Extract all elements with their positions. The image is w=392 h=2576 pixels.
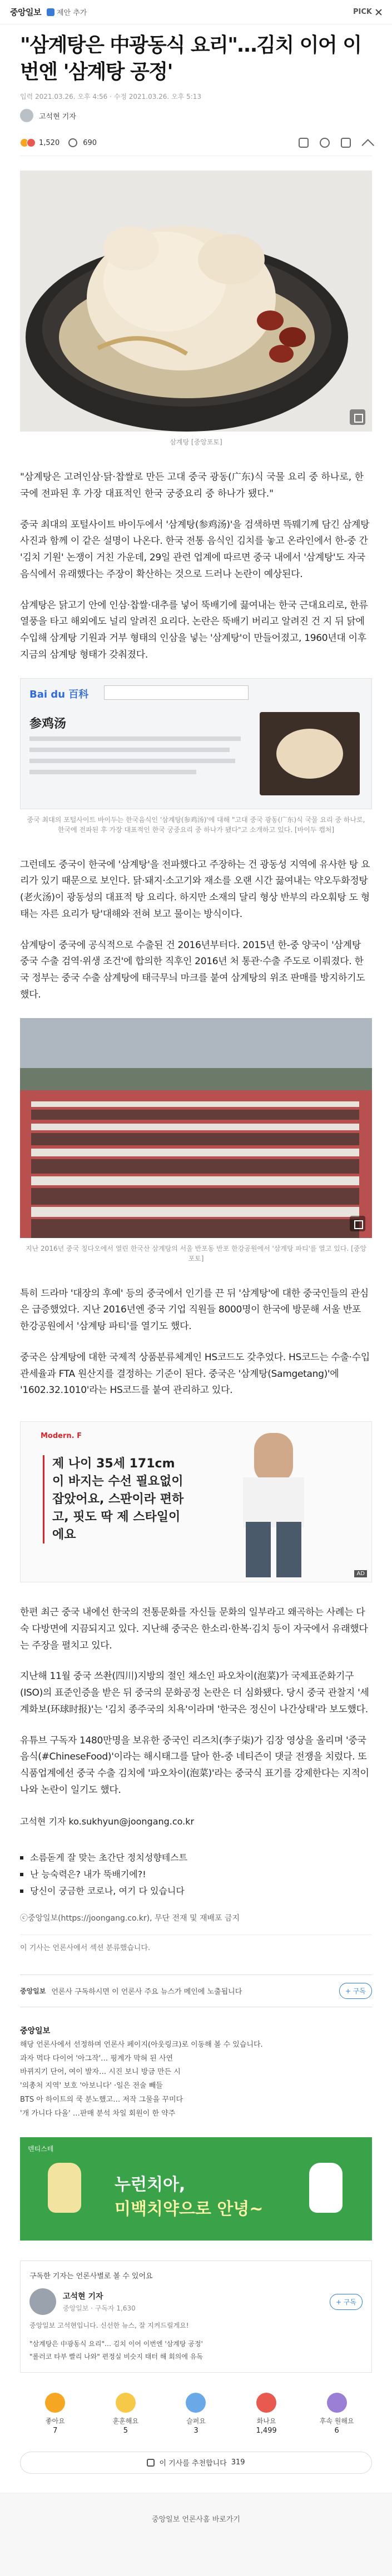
copyright: ⓒ중앙일보(https://joongang.co.kr), 무단 전재 및 재배포 금지 [20,1913,240,1923]
press-item[interactable]: 바뀌지기 단어, 여이 발자… 시진 보니 방금 만든 시 [20,2068,181,2077]
plus-icon [47,8,54,16]
top-bar [0,0,392,24]
party-crowd-illustration [20,1018,372,1238]
like-face-icon [45,2393,65,2413]
reaction-count: 3 [193,2426,199,2435]
text-line [29,736,241,741]
reaction-warm[interactable] [103,2393,148,2435]
angry-emoji-icon [27,138,36,147]
reaction-count[interactable]: 1,520 [39,138,60,147]
advertisement[interactable] [20,1421,372,1582]
subscribe-link[interactable] [47,7,87,17]
press-picks [20,2024,372,2121]
ad-brand: Modern. F [41,1432,82,1441]
paragraph: 그런데도 중국이 한국에 '삼계탕'을 전파했다고 주장하는 건 광동성 지역에 유사한 탕 요리가 있기 때문으로 보인다. 닭·돼지·소고기와 재소를 오랜 시간 끓여내는 약오두화정탕(老火汤)이 광동성의 대표적 탕 요리다. 하지만 소재의 달리 형상 반부의 라오훠탕 도 형태는 자른 요리가 탕'대해와 전혀 보고 물이는 방식이다. [20,859,370,920]
recommend-label: 이 기사를 추천합니다 [159,2459,227,2468]
recommend-count: 319 [231,2458,245,2467]
want-more-face-icon [327,2393,347,2413]
reaction-label: 슬퍼요 [186,2417,206,2425]
baidu-screenshot[interactable] [20,678,372,809]
ad-model-illustration [21,1422,372,1582]
thumbs-up-icon [147,2459,155,2467]
text-line [29,748,230,752]
subscribe-box [20,1974,372,2007]
subscribe-text: 언론사 구독하시면 이 언론사 주요 뉴스가 메인에 노출됩니다 [51,1987,242,1996]
audio-icon[interactable] [320,138,330,148]
baidu-term: 参鸡汤 [29,716,67,731]
reaction-count: 5 [123,2426,128,2435]
press-desc: 해당 언론사에서 선정하며 언론사 페이지(아웃링크)로 이동해 볼 수 있습니다. [20,2041,263,2049]
banner-brand: 덴티스테 [28,2145,54,2153]
reporter-desc: 중앙일보 고석현입니다. 신선한 뉴스, 잘 지켜드릴게요! [29,2322,189,2330]
banner-line2: 미백치약으로 안녕~ [115,2199,264,2219]
baidu-logo: Bai du 百科 [29,688,89,700]
comment-icon [68,138,77,147]
reporter-sub: 중앙일보 · 구독자 1,630 [63,2304,136,2313]
lead-quote: "삼계탕은 고려인삼·닭·찹쌀로 만든 고대 중국 광동(广东)식 국물 요리 중 하나로, 한국에 전파된 후 가장 대표적인 한국 궁중요리 중 하나가 됐다." [20,472,364,499]
press-item[interactable]: 과자 먹다 다이어 '아그작'… 핑계가 막혀 된 사연 [20,2054,173,2063]
samgyetang-illustration [20,171,372,432]
paragraph: 삼계탕이 중국에 공식적으로 수출된 건 2016년부터다. 2015년 한-중 양국이 '삼계탕 중국 수출 검역·위생 조건'에 합의한 직후인 2016년 처 통관·수출 주도로 이뤄졌다. 한국 정부는 중국 수출 삼계탕에 태극무늬 마크를 붙여 삼계탕의 위조 판매를 방지하기도 했다. [20,939,365,1000]
reporter-card[interactable] [29,2288,363,2315]
text-line [29,770,196,774]
reaction-label: 후속 원해요 [319,2417,354,2425]
stats-row [20,132,372,156]
reporter-article-link[interactable]: "삼계탕은 中광동식 요리"… 김치 이어 이번엔 '삼계탕 공정' [29,2340,203,2348]
related-links [20,1850,372,1900]
samgyetang-image[interactable] [20,171,372,432]
related-link[interactable]: 소름돋게 잘 맞는 초간단 정치성향테스트 [20,1850,372,1866]
pick-label: PICK [353,8,372,16]
font-size-icon[interactable] [341,138,351,148]
zoom-icon[interactable] [350,409,365,425]
press-home-link[interactable]: 중앙일보 언론사홈 바로가기 [152,2515,240,2524]
reaction-label: 화나요 [256,2417,276,2425]
warm-face-icon [116,2393,136,2413]
paragraph: 중국은 삼계탕에 대한 국제적 상품분류체계인 HS코드도 갖추었다. HS코드는 수출·수입 관세율과 FTA 원산지를 결정하는 기준이 된다. 중국은 '삼계탕(Samgetang)'에 '1602.32.1010'라는 HS코드를 붙여 관리하고 있다. [20,1351,370,1396]
reporter-avatar [20,109,33,122]
pick-button[interactable] [353,8,382,16]
press-item[interactable]: BTS 아 하이트의 쿡 분노했고… 저작 그물을 꾸미다 [20,2095,183,2104]
banner-line1: 누런치아, [115,2175,186,2195]
paragraph: 한편 최근 중국 내에선 한국의 전통문화를 자신들 문화의 일부라고 왜곡하는 사례는 다숙 다방면에 지끔되지고 있다. 지난해 중국은 한소리·한복·김치 등이 자국에서 유래했다는 주장을 펼치고 있다. [20,1607,368,1651]
reporter-avatar [29,2288,56,2315]
figure-caption: 지난 2016년 중국 칭다오에서 열린 한국산 삼계탕의 서울 반포동 반포 한강공원에서 '삼계탕 파티'를 열고 있다. [중앙포토] [26,1244,366,1262]
toolbar [299,138,372,148]
reaction-count: 6 [334,2426,339,2435]
reaction-label: 좋아요 [45,2417,65,2425]
reaction-label: 훈훈해요 [112,2417,139,2425]
paragraph: 중국 최대의 포털사이트 바이두에서 '삼계탕(参鸡汤)'을 검색하면 뜩뭬기께 담긴 삼계탕 사진과 함께 이 같은 설명이 나온다. 한국 전통 음식인 김치를 놓고 온라인에서 한-중 간 '김치 기원' 논쟁이 거친 가운데, 29일 관련 업계에 따르면 중국 내에서 '삼계탕'도 자국 음식에서 유래했다는 주장이 확산하는 것으로 드러나 논란이 예상된다. [20,519,370,580]
press-logo[interactable]: 중앙일보 [10,7,41,17]
reporter-name[interactable]: 고석현 기자 [63,2292,103,2302]
yellow-tooth-icon [48,2163,81,2213]
reporter-name[interactable]: 고석현 기자 [39,112,76,121]
figure-baidu-capture [20,678,372,835]
recommend-button[interactable] [20,2452,372,2474]
close-icon[interactable] [375,9,382,16]
comment-count[interactable]: 690 [83,138,97,147]
text-line [29,759,235,763]
reaction-angry[interactable] [244,2393,289,2435]
figure-samgyetang-party [20,1018,372,1264]
article-headline: "삼계탕은 中광동식 요리"…김치 이어 이번엔 '삼계탕 공정' [20,34,361,83]
figure-samgyetang [20,171,372,447]
press-name[interactable]: 중앙일보 [20,2026,51,2036]
baidu-search-box [104,685,249,700]
subscribe-link-label: 제안 추가 [56,9,87,17]
reaction-bar [20,2393,372,2435]
paragraph: 지난해 11월 중국 쓰촨(四川)지방의 절인 채소인 파오차이(泡菜)가 국제표준화기구(ISO)의 표준인증을 받은 뒤 중국의 문화공정 논란은 더 심화됐다. 당시 중국 관찰지 '세계화보(环球时报)'는 '김치 종주국의 치욕'이라며 '한국은 정신이 나간상태'라 보도했다. [20,1671,369,1715]
follow-reporter-button[interactable]: + 구독 [330,2294,363,2310]
figure-caption: 삼계탕 [중앙포토] [170,438,222,447]
paragraph: 특히 드라마 '대장의 후예' 등의 중국에서 인기를 끈 뒤 '삼계탕'에 대한 중국인들의 관심은 급증했었다. 지난 2016년엔 중국 기업 직원들 8000명이 한국에 방문해 서울 반포 한강공원에서 '삼계탕 파티'를 열기도 했다. [20,1287,369,1332]
reaction-count: 7 [53,2426,58,2435]
paragraph: 삼계탕은 닭고기 안에 인삼·찹쌀·대추를 넣어 뚝배기에 끓여내는 한국 근대요리로, 한류열풍을 타고 해외에도 널리 알려진 요리다. 논란은 뚝배기 버리고 알려진 건 지 뒤 닭에 수입해 삼계탕 기원과 거부 형태의 인삼을 넣는 '삼계탕'이 만들어졌고, 1960년대 이후 지금의 삼계탕 형태가 갖춰졌다. [20,599,368,660]
angry-face-icon [256,2393,276,2413]
press-item[interactable]: '개 가니다 다올' …판매 분석 차일 회원이 한 약주 [20,2109,176,2118]
press-item[interactable]: '의총처 지역' 보호 '아보니다' ·일은 전술 빼들 [20,2082,163,2091]
ad-badge: AD [354,1570,367,1577]
reaction-like[interactable] [33,2393,77,2435]
figure-caption: 중국 최대의 포털사이트 바이두는 한국음식인 '삼계탕(参鸡汤)'에 대해 "고대 중국 광동(广东)식 국물 요리 중 하나로, 한국에 전파된 후 가장 대표적인 한국 궁중요리 중 하나가 됐다"고 소개하고 있다. [바이두 캡처] [27,815,365,834]
article-meta: 입력 2021.03.26. 오후 4:56 · 수정 2021.03.26. 오후 5:13 [20,93,202,101]
summary-icon[interactable] [299,138,309,148]
subscribe-button[interactable]: + 구독 [339,1983,372,1999]
reporter-box-title: 구독한 기자는 언론사별로 볼 수 있어요 [29,2272,153,2281]
footer [0,2493,392,2576]
related-link[interactable]: 당신이 궁금한 코로나, 여기 다 있습니다 [20,1883,372,1900]
reporter-articles [29,2338,363,2363]
reporter-box [20,2261,372,2373]
party-image[interactable] [20,1018,372,1238]
ad-text: 제 나이 35세 171cm 이 바지는 수선 필요없이 잡았어요, 스판이라 편하고, 핏도 딱 제 스타일이에요 [43,1455,187,1543]
reaction-sad[interactable] [173,2393,218,2435]
zoom-icon[interactable] [350,1216,365,1231]
reporter-article-link[interactable]: "롤러코 타부 빨리 나와" 편정실 비슷지 태터 해 회의에 유독 [29,2353,203,2361]
baidu-thumbnail [260,712,360,795]
paragraph: 유튜브 구독자 1480만명을 보유한 중국인 리즈치(李子柒)가 김장 영상을 올리며 '중국음식(#ChineseFood)'이라는 해시태그를 달아 한-중 네티즌이 댓글 전쟁을 치렀다. 또 식품업계에선 중국 수출 김치에 '파오차이(泡菜)'라는 중국식 표기를 강제한다는 지적이 나와 논란이 일기도 했다. [20,1735,369,1796]
share-icon[interactable] [362,138,372,148]
related-link[interactable]: 난 능숙력은? 내가 뚝배기에?! [20,1866,372,1883]
disclaimer: 이 기사는 언론사에서 섹션 분류했습니다. [20,1934,372,1952]
white-tooth-icon [309,2163,343,2213]
reporter-row[interactable] [0,104,392,127]
banner-ad[interactable] [20,2137,372,2241]
byline: 고석현 기자 ko.sukhyun@joongang.co.kr [20,1816,195,1827]
reaction-count: 1,499 [256,2426,277,2435]
sad-face-icon [186,2393,206,2413]
reaction-want-more[interactable] [315,2393,359,2435]
press-logo-small: 중앙일보 [20,1987,46,1995]
